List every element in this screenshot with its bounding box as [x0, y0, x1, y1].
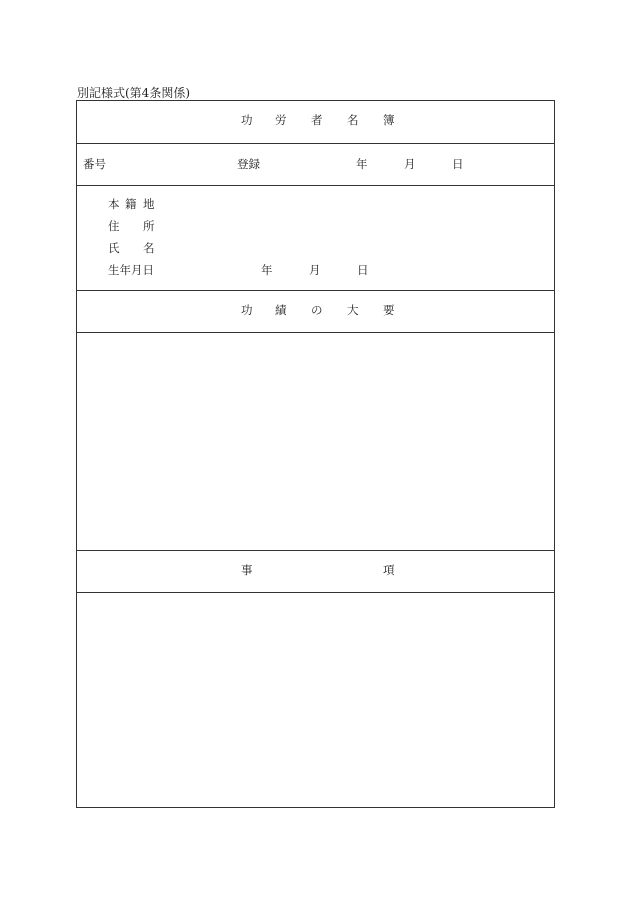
- heading-char: 要: [383, 302, 395, 317]
- heading-char: の: [311, 302, 323, 317]
- register-title-row: [77, 101, 554, 144]
- matters-heading-row: [77, 551, 554, 593]
- domicile-char: 地: [143, 197, 155, 211]
- registration-day-label: 日: [452, 157, 464, 171]
- heading-char: 功: [241, 302, 253, 317]
- register-title: [77, 115, 554, 129]
- birth-month-label: 月: [309, 263, 321, 277]
- achievement-heading-row: [77, 291, 554, 333]
- matters-body-area[interactable]: [77, 593, 554, 808]
- title-char: 名: [347, 113, 359, 127]
- heading-char: 績: [275, 302, 287, 317]
- heading-char: 事: [241, 562, 253, 577]
- registered-label: 登録: [237, 157, 260, 171]
- heading-char: 大: [347, 302, 359, 317]
- title-char: 者: [311, 113, 323, 127]
- heading-char: 項: [383, 562, 395, 577]
- achievement-body-area[interactable]: [77, 333, 554, 551]
- address-char: 住: [108, 219, 120, 233]
- merit-register-form: [76, 100, 555, 808]
- title-char: 労: [275, 113, 287, 127]
- form-caption: 別記様式(第4条関係): [77, 86, 190, 100]
- birth-day-label: 日: [357, 263, 369, 277]
- address-char: 所: [143, 219, 155, 233]
- domicile-char: 本: [108, 197, 120, 211]
- birth-year-label: 年: [261, 263, 273, 277]
- title-char: 功: [241, 113, 253, 127]
- name-char: 氏: [108, 241, 120, 255]
- personal-info-row: [77, 186, 554, 291]
- number-label: 番号: [83, 157, 106, 171]
- registration-row: [77, 144, 554, 186]
- matters-heading: [77, 562, 554, 579]
- domicile-char: 籍: [125, 197, 137, 211]
- birthdate-label: 生年月日: [108, 263, 154, 277]
- registration-month-label: 月: [404, 157, 416, 171]
- name-char: 名: [143, 241, 155, 255]
- achievement-heading: [77, 302, 554, 319]
- registration-year-label: 年: [356, 157, 368, 171]
- title-char: 簿: [383, 113, 395, 127]
